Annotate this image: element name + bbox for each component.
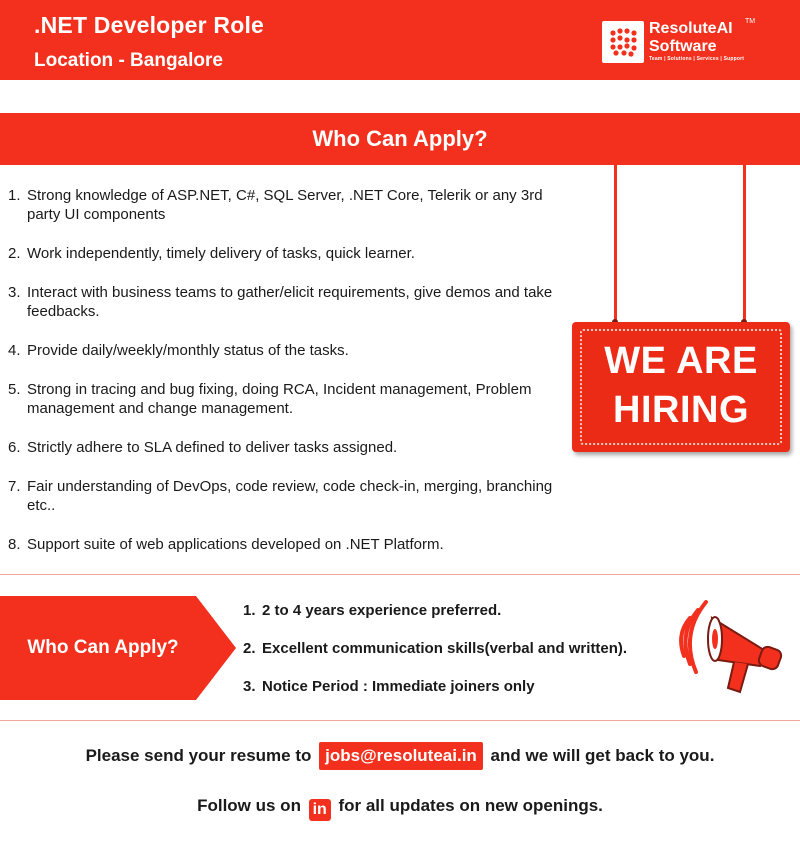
list-item	[8, 341, 568, 360]
arrow-banner-label: Who Can Apply?	[27, 637, 179, 658]
list-item-number: 6.	[8, 439, 21, 456]
resume-text-after: and we will get back to you.	[490, 746, 715, 765]
list-item-text: Strong knowledge of ASP.NET, C#, SQL Server, .NET Core, Telerik or any 3rd party UI components	[27, 187, 543, 223]
logo-tagline: Team | Solutions | Services | Support	[649, 56, 745, 62]
linkedin-icon[interactable]: in	[309, 799, 331, 821]
who-can-apply-heading-bar	[0, 113, 800, 165]
follow-text-before: Follow us on	[197, 796, 301, 815]
list-item	[8, 244, 568, 263]
list-item-number: 7.	[8, 478, 21, 495]
sign-line-2: HIRING	[613, 389, 749, 431]
list-item-text: Strong in tracing and bug fixing, doing RCA, Incident management, Problem management and change management.	[27, 381, 532, 417]
section-title: Who Can Apply?	[312, 126, 488, 151]
list-item	[8, 380, 568, 418]
list-item-text: 2 to 4 years experience preferred.	[262, 602, 502, 619]
top-banner	[0, 0, 800, 80]
we-are-hiring-sign	[572, 322, 790, 452]
logo-wordmark	[649, 20, 733, 56]
megaphone-icon	[668, 598, 786, 698]
sign-rope-left	[614, 165, 617, 322]
list-item-number: 1.	[8, 187, 21, 204]
list-item-number: 2.	[243, 640, 256, 657]
resume-text-before: Please send your resume to	[85, 746, 312, 765]
divider	[0, 574, 800, 575]
list-item-number: 2.	[8, 245, 21, 262]
list-item-text: Fair understanding of DevOps, code review, code check-in, merging, branching etc..	[27, 478, 553, 514]
divider	[0, 720, 800, 721]
list-item	[8, 438, 568, 457]
list-item	[243, 677, 627, 696]
list-item-text: Notice Period : Immediate joiners only	[262, 678, 535, 695]
sign-rope-right	[743, 165, 746, 322]
list-item-text: Provide daily/weekly/monthly status of the tasks.	[27, 342, 349, 359]
logo-trademark: TM	[745, 18, 756, 25]
sign-line-1: WE ARE	[604, 340, 758, 382]
list-item-text: Interact with business teams to gather/elicit requirements, give demos and take feedbacks.	[27, 284, 553, 320]
logo-name-line1: ResoluteAI	[649, 20, 733, 37]
list-item	[8, 535, 568, 554]
list-item-text: Support suite of web applications developed on .NET Platform.	[27, 536, 444, 553]
job-location: Location - Bangalore	[34, 50, 223, 71]
requirements-list	[8, 186, 568, 574]
list-item-number: 3.	[8, 284, 21, 301]
role-title: .NET Developer Role	[34, 12, 265, 38]
follow-instruction	[0, 796, 800, 821]
list-item-text: Work independently, timely delivery of tasks, quick learner.	[27, 245, 415, 262]
list-item-number: 3.	[243, 678, 256, 695]
resume-instruction	[0, 742, 800, 770]
logo-name-line2: Software	[649, 38, 717, 55]
list-item-number: 1.	[243, 602, 256, 619]
list-item-number: 8.	[8, 536, 21, 553]
follow-text-after: for all updates on new openings.	[338, 796, 603, 815]
list-item-number: 5.	[8, 381, 21, 398]
list-item	[243, 601, 627, 620]
list-item	[243, 639, 627, 658]
list-item-text: Strictly adhere to SLA defined to deliver tasks assigned.	[27, 439, 398, 456]
list-item-number: 4.	[8, 342, 21, 359]
list-item-text: Excellent communication skills(verbal and written).	[262, 640, 628, 657]
list-item	[8, 477, 568, 515]
extra-requirements-list	[243, 601, 627, 715]
email-link[interactable]: jobs@resoluteai.in	[319, 742, 483, 770]
resoluteai-logo-icon	[602, 21, 644, 63]
list-item	[8, 283, 568, 321]
list-item	[8, 186, 568, 224]
